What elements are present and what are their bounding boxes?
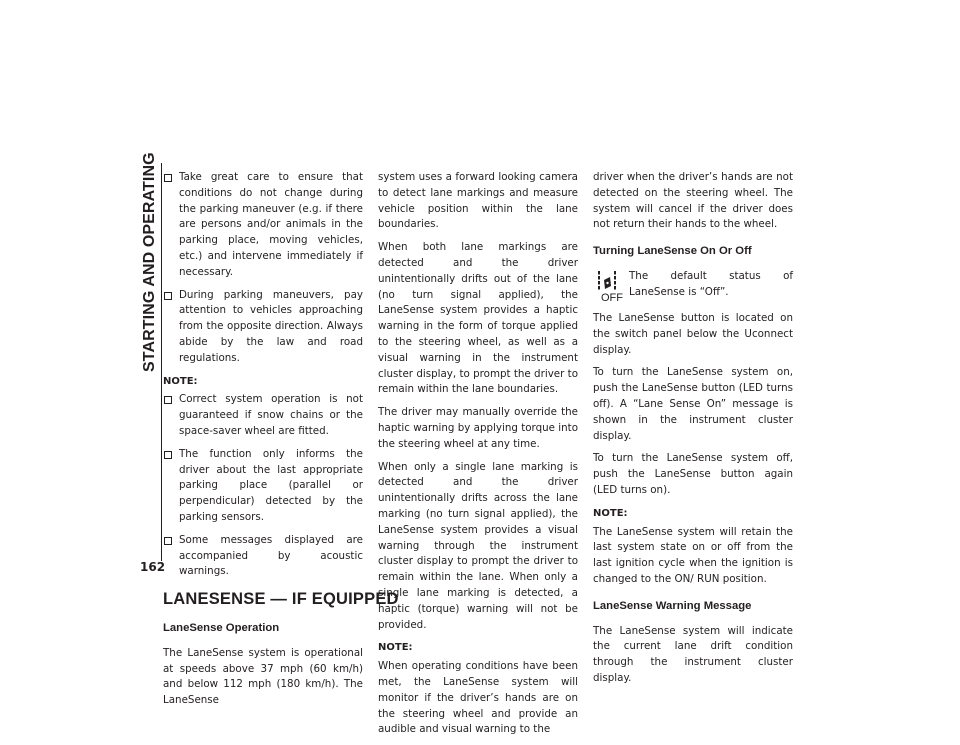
checkbox-bullet-icon <box>164 451 172 459</box>
bullet-text: Correct system operation is not guaranteed if snow chains or the space-saver wheel are fitted. <box>179 393 363 437</box>
bullet-item <box>163 447 363 526</box>
bullet-item <box>163 170 363 281</box>
column-2 <box>378 170 578 745</box>
note-label: NOTE: <box>593 507 628 519</box>
icon-description: The default status of LaneSense is “Off”. <box>629 269 793 298</box>
bullet-text: Some messages displayed are accompanied by acoustic warnings. <box>179 533 363 578</box>
bullet-item <box>163 392 363 439</box>
bullet-text: Take great care to ensure that conditions do not change during the parking maneuver (e.g. if there are persons and/or animals in the parking place, moving vehicles, etc.) and intervene immediately if necessary. <box>179 171 363 278</box>
note-label: NOTE: <box>163 375 198 387</box>
paragraph: When both lane markings are detected and the driver unintentionally drifts out of the lane (no turn signal applied), the LaneSense system provides a haptic warning in the form of torque applied to the steering wheel, as well as a visual warning in the instrument cluster display, to prompt the driver to remain within the lane boundaries. <box>378 241 578 396</box>
paragraph: driver when the driver’s hands are not detected on the steering wheel. The system will cancel if the driver does not return their hands to the wheel. <box>593 171 793 231</box>
checkbox-bullet-icon <box>164 537 172 545</box>
paragraph: system uses a forward looking camera to detect lane markings and measure vehicle position within the lane boundaries. <box>378 171 578 231</box>
bullet-text: The function only informs the driver about the last appropriate parking place (parallel or perpendicular) detected by the parking sensors. <box>179 447 363 523</box>
page-number: 162 <box>140 560 166 574</box>
paragraph: The LaneSense system is operational at speeds above 37 mph (60 km/h) and below 112 mph (180 km/h). The LaneSense <box>163 646 363 707</box>
bullet-text: During parking maneuvers, pay attention to vehicles approaching from the opposite direction. Always abide by the law and road regulations. <box>179 288 363 364</box>
paragraph: When only a single lane marking is detected and the driver unintentionally drifts across the lane marking (no turn signal applied), the LaneSense system provides a visual warning through the instrument cluster display to prompt the driver to remain within the lane. When only a single lane marking is detected, a haptic (torque) warning will not be provided. <box>378 460 578 631</box>
column-3 <box>593 170 793 694</box>
note-label: NOTE: <box>378 642 413 654</box>
paragraph: The LaneSense button is located on the switch panel below the Uconnect display. <box>593 311 793 356</box>
bullet-item <box>163 533 363 580</box>
checkbox-bullet-icon <box>164 174 172 182</box>
sub-heading: LaneSense Warning Message <box>593 599 752 612</box>
section-side-title <box>138 152 162 372</box>
paragraph: To turn the LaneSense system on, push the LaneSense button (LED turns off). A “Lane Sense On” message is shown in the instrument cluster display. <box>593 366 793 442</box>
main-heading: LANESENSE — IF EQUIPPED <box>163 590 399 609</box>
lanesense-off-indicator <box>593 269 793 303</box>
lanesense-icon <box>597 271 627 305</box>
column-1 <box>163 170 399 716</box>
note-text: The LaneSense system will retain the last system state on or off from the last ignition cycle when the ignition is changed to the ON/ RUN position. <box>593 525 793 585</box>
paragraph: The LaneSense system will indicate the current lane drift condition through the instrument cluster display. <box>593 624 793 684</box>
checkbox-bullet-icon <box>164 292 172 300</box>
section-divider-line <box>161 163 162 561</box>
paragraph: The driver may manually override the haptic warning by applying torque into the steering wheel at any time. <box>378 406 578 450</box>
paragraph: To turn the LaneSense system off, push the LaneSense button again (LED turns on). <box>593 452 793 496</box>
note-text: When operating conditions have been met, the LaneSense system will monitor if the driver’s hands are on the steering wheel and provide an audible and visual warning to the <box>378 660 578 736</box>
section-title-text: STARTING AND OPERATING <box>141 152 158 372</box>
bullet-item <box>163 288 363 367</box>
off-label: OFF <box>601 291 623 304</box>
sub-heading: Turning LaneSense On Or Off <box>593 245 752 258</box>
sub-heading: LaneSense Operation <box>163 621 280 634</box>
checkbox-bullet-icon <box>164 396 172 404</box>
